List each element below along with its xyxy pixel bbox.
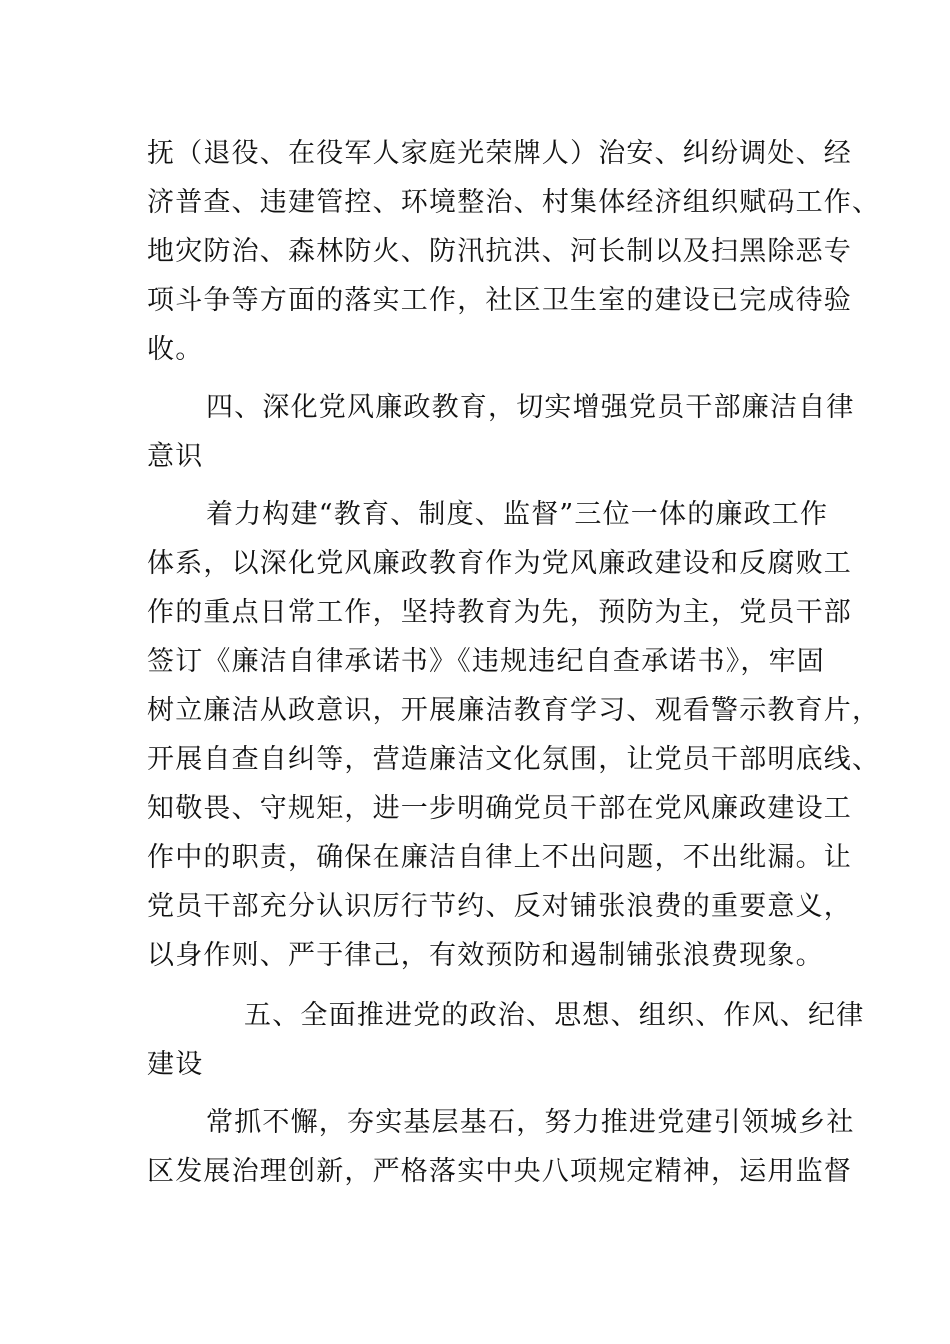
body-text-line: 作中的职责，确保在廉洁自律上不出问题，不出纰漏。让	[147, 842, 852, 873]
body-text-line: 抚（退役、在役军人家庭光荣牌人）治安、纠纷调处、经	[147, 138, 852, 169]
body-text-line: 签订《廉洁自律承诺书》《违规违纪自查承诺书》，牢固	[147, 646, 825, 677]
body-text-line: 济普查、违建管控、环境整治、村集体经济组织赋码工作、	[147, 187, 881, 218]
body-text-line: 作的重点日常工作，坚持教育为先，预防为主，党员干部	[147, 597, 852, 628]
body-text-line: 体系，以深化党风廉政教育作为党风廉政建设和反腐败工	[147, 548, 852, 579]
body-text-line: 以身作则、严于律己，有效预防和遏制铺张浪费现象。	[147, 940, 824, 971]
body-text-line: 知敬畏、守规矩，进一步明确党员干部在党风廉政建设工	[147, 793, 852, 824]
section-heading-four-continued: 意识	[147, 441, 204, 472]
section-heading-four: 四、深化党风廉政教育，切实增强党员干部廉洁自律	[206, 392, 855, 423]
body-text-line: 党员干部充分认识厉行节约、反对铺张浪费的重要意义，	[147, 891, 852, 922]
body-text-line: 常抓不懈，夯实基层基石，努力推进党建引领城乡社	[206, 1107, 855, 1138]
body-text-line: 地灾防治、森林防火、防汛抗洪、河长制以及扫黑除恶专	[147, 236, 852, 267]
body-text-line: 收。	[147, 334, 204, 365]
section-heading-five: 五、全面推进党的政治、思想、组织、作风、纪律	[244, 1000, 865, 1031]
section-heading-five-continued: 建设	[147, 1049, 204, 1080]
body-text-line: 着力构建“教育、制度、监督”三位一体的廉政工作	[206, 499, 829, 530]
body-text-line: 项斗争等方面的落实工作，社区卫生室的建设已完成待验	[147, 285, 852, 316]
body-text-line: 树立廉洁从政意识，开展廉洁教育学习、观看警示教育片，	[147, 695, 881, 726]
body-text-line: 区发展治理创新，严格落实中央八项规定精神，运用监督	[147, 1156, 852, 1187]
body-text-line: 开展自查自纠等，营造廉洁文化氛围，让党员干部明底线、	[147, 744, 881, 775]
